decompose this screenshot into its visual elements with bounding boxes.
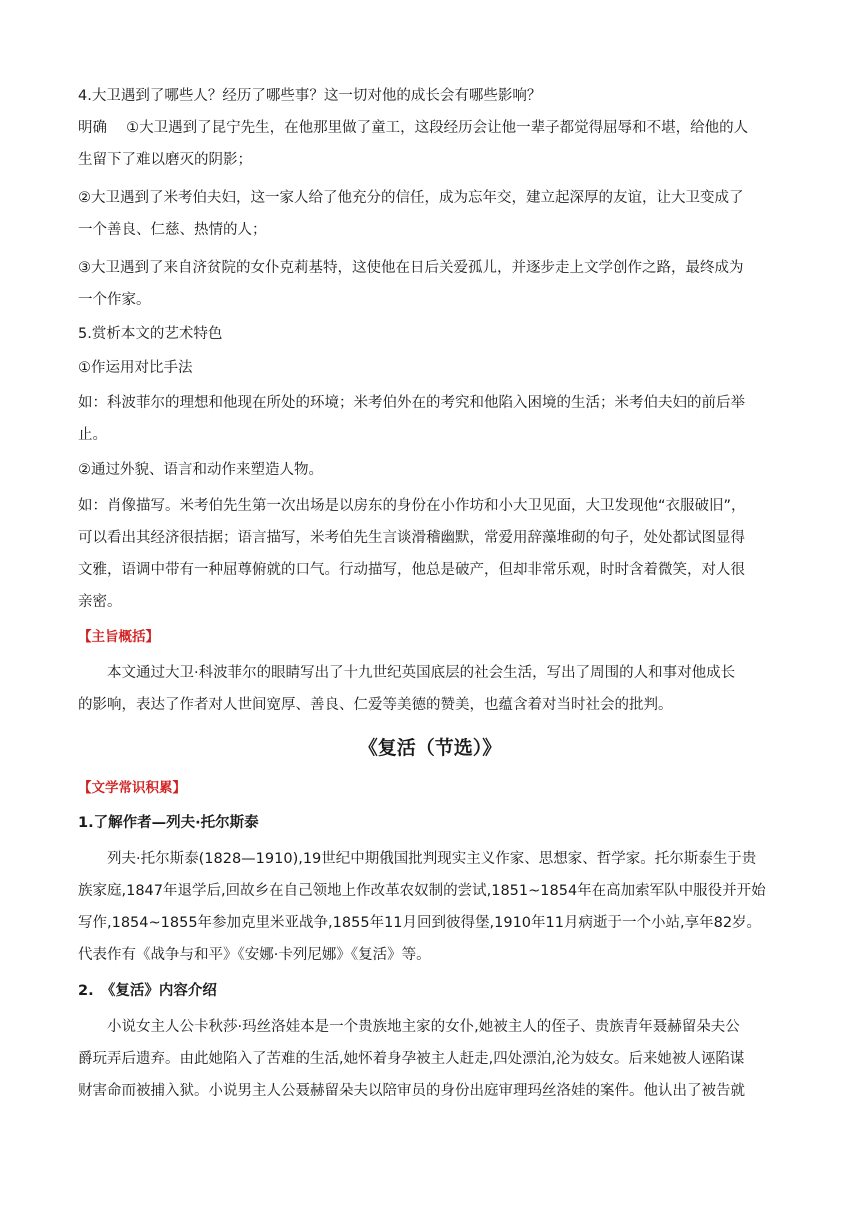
point-2: ②通过外貌、语言和动作来塑造人物。 <box>78 462 323 478</box>
example-line: 如：科波菲尔的理想和他现在所处的环境；米考伯外在的考究和他陷入困境的生活；米考伯夫妇的前后举 <box>78 395 745 411</box>
example-line: 止。 <box>78 427 107 443</box>
example-line: 可以看出其经济很拮据；语言描写，米考伯先生言谈滑稽幽默，常爱用辞藻堆砌的句子，处处都试图显得 <box>78 530 745 546</box>
theme-line: 的影响，表达了作者对人世间宽厚、善良、仁爱等美德的赞美，也蕴含着对当时社会的批判。 <box>78 697 673 713</box>
theme-line: 本文通过大卫·科波菲尔的眼睛写出了十九世纪英国底层的社会生活，写出了周围的人和事对他成长 <box>107 665 736 681</box>
answer-line: ③大卫遇到了来自济贫院的女仆克莉基特，这使他在日后关爱孤儿，并逐步走上文学创作之路，最终成为 <box>78 260 744 276</box>
literature-heading: 【文学常识积累】 <box>78 780 186 796</box>
question-4: 4.大卫遇到了哪些人？经历了哪些事？这一切对他的成长会有哪些影响？ <box>78 88 542 104</box>
answer-line: 明确 ①大卫遇到了昆宁先生，在他那里做了童工，这段经历会让他一辈子都觉得屈辱和不堪，给他的人 <box>78 120 749 136</box>
author-line: 代表作有《战争与和平》《安娜·卡列尼娜》《复活》等。 <box>78 947 431 963</box>
section-title: 《复活（节选）》 <box>358 737 502 759</box>
intro-line: 财害命而被捕入狱。小说男主人公聂赫留朵夫以陪审员的身份出庭审理玛丝洛娃的案件。他认出了被告就 <box>78 1083 745 1099</box>
answer-line: 一个作家。 <box>78 292 151 308</box>
answer-line: 生留下了难以磨灭的阴影； <box>78 152 252 168</box>
intro-line: 爵玩弄后遗弃。由此她陷入了苦难的生活,她怀着身孕被主人赶走,四处漂泊,沦为妓女。后来她被人诬陷谋 <box>78 1051 745 1067</box>
example-line: 文雅，语调中带有一种屈尊俯就的口气。行动描写，他总是破产，但却非常乐观，时时含着微笑，对人很 <box>78 562 745 578</box>
answer-line: ②大卫遇到了米考伯夫妇，这一家人给了他充分的信任，成为忘年交，建立起深厚的友谊，让大卫变成了 <box>78 190 744 206</box>
author-heading: 1.了解作者—列夫·托尔斯泰 <box>78 815 259 831</box>
question-5: 5.赏析本文的艺术特色 <box>78 326 223 342</box>
example-line: 亲密。 <box>78 594 122 610</box>
point-1: ①作运用对比手法 <box>78 360 193 376</box>
author-line: 族家庭,1847年退学后,回故乡在自己领地上作改革农奴制的尝试,1851~1854年在高加索军队中服役并开始 <box>78 883 766 899</box>
example-line: 如：肖像描写。米考伯先生第一次出场是以房东的身份在小作坊和小大卫见面，大卫发现他“衣服破旧”， <box>78 498 746 514</box>
intro-heading: 2. 《复活》内容介绍 <box>78 983 217 999</box>
author-line: 写作,1854~1855年参加克里米亚战争,1855年11月回到彼得堡,1910年11月病逝于一个小站,享年82岁。 <box>78 915 762 931</box>
intro-line: 小说女主人公卡秋莎·玛丝洛娃本是一个贵族地主家的女仆,她被主人的侄子、贵族青年聂赫留朵夫公 <box>107 1019 740 1035</box>
author-line: 列夫·托尔斯泰(1828—1910),19世纪中期俄国批判现实主义作家、思想家、哲学家。托尔斯泰生于贵 <box>107 851 757 867</box>
answer-line: 一个善良、仁慈、热情的人； <box>78 222 267 238</box>
theme-heading: 【主旨概括】 <box>78 629 159 645</box>
